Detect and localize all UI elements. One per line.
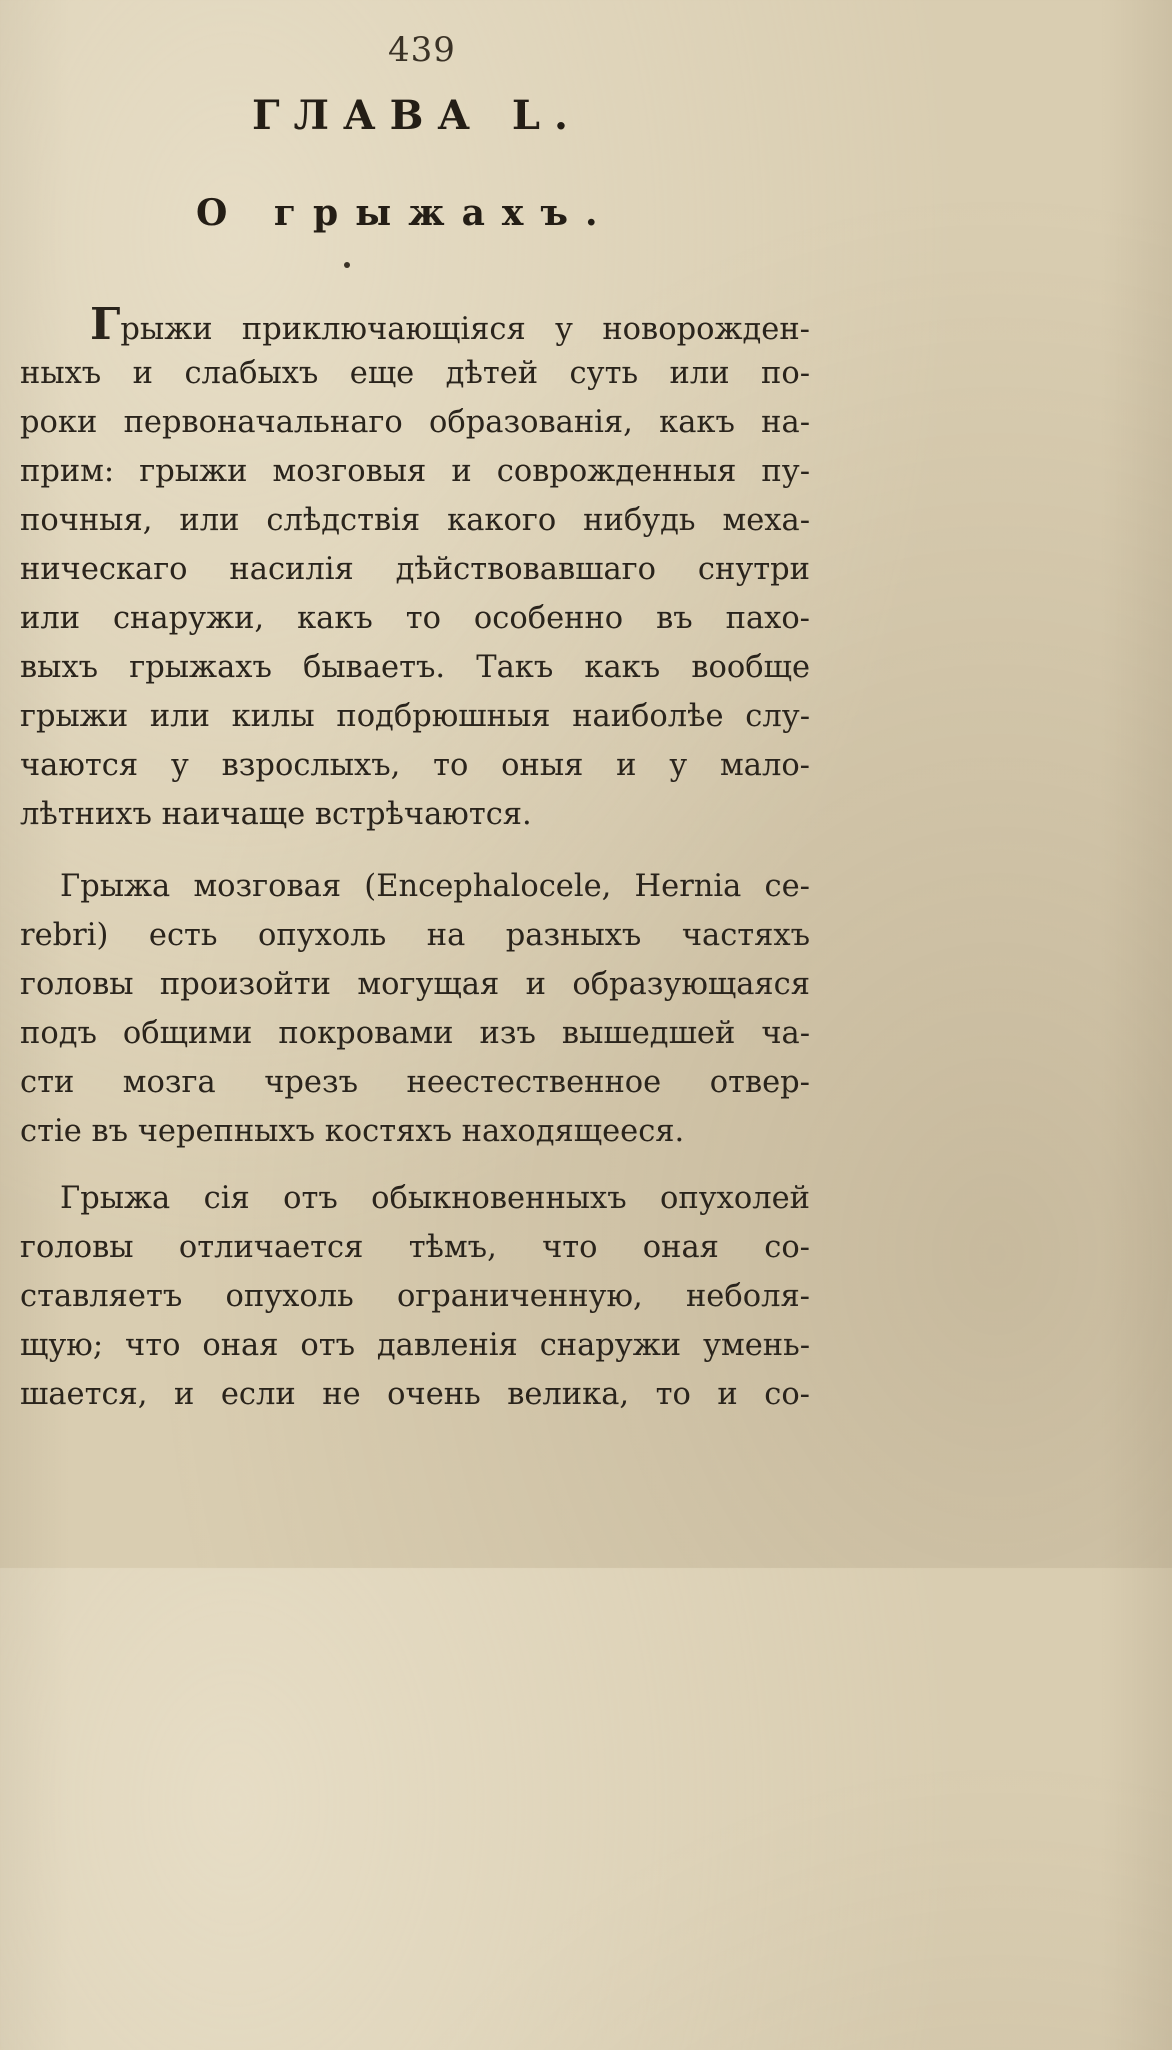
text-line: щую; что оная отъ давленія снаружи умень- <box>20 1328 810 1363</box>
text-line: чаются у взрослыхъ, то оныя и у мало- <box>20 748 810 783</box>
text-line: ныхъ и слабыхъ еще дѣтей суть или по- <box>20 356 810 391</box>
chapter-title: ГЛАВА L. <box>252 92 582 139</box>
text-line: головы произойти могущая и образующаяся <box>20 967 810 1002</box>
text-line: Грыжа сія отъ обыкновенныхъ опухолей <box>60 1181 810 1216</box>
text-line: шается, и если не очень велика, то и со- <box>20 1377 810 1412</box>
text-line <box>20 300 810 349</box>
text-line: выхъ грыжахъ бываетъ. Такъ какъ вообще <box>20 650 810 685</box>
text-line: подъ общими покровами изъ вышедшей ча- <box>20 1016 810 1051</box>
text-line: Грыжа мозговая (Encephalocele, Hernia ce- <box>60 869 810 904</box>
initial-letter: Г <box>90 299 121 350</box>
line-text: рыжи приключающіяся у новорожден- <box>120 312 810 347</box>
text-line: стіе въ черепныхъ костяхъ находящееся. <box>20 1114 685 1149</box>
text-line: rebri) есть опухоль на разныхъ частяхъ <box>20 918 810 953</box>
text-line: головы отличается тѣмъ, что оная со- <box>20 1230 810 1265</box>
text-line: ническаго насилія дѣйствовавшаго снутри <box>20 552 810 587</box>
section-title: О грыжахъ. <box>196 192 615 234</box>
paragraph-3 <box>20 1174 810 1419</box>
text-line: или снаружи, какъ то особенно въ пахо- <box>20 601 810 636</box>
text-line: грыжи или килы подбрюшныя наиболѣе слу- <box>20 699 810 734</box>
text-line: роки первоначальнаго образованія, какъ на- <box>20 405 810 440</box>
paragraph-2 <box>20 862 810 1156</box>
text-line: ставляетъ опухоль ограниченную, неболя- <box>20 1279 810 1314</box>
text-line: сти мозга чрезъ неестественное отвер- <box>20 1065 810 1100</box>
text-line: лѣтнихъ наичаще встрѣчаются. <box>20 797 532 832</box>
paragraph-1 <box>20 300 810 839</box>
text-line: прим: грыжи мозговыя и соврожденныя пу- <box>20 454 810 489</box>
text-line: почныя, или слѣдствія какого нибудь меха- <box>20 503 810 538</box>
page-number: 439 <box>388 30 456 70</box>
ink-dot <box>344 262 350 268</box>
